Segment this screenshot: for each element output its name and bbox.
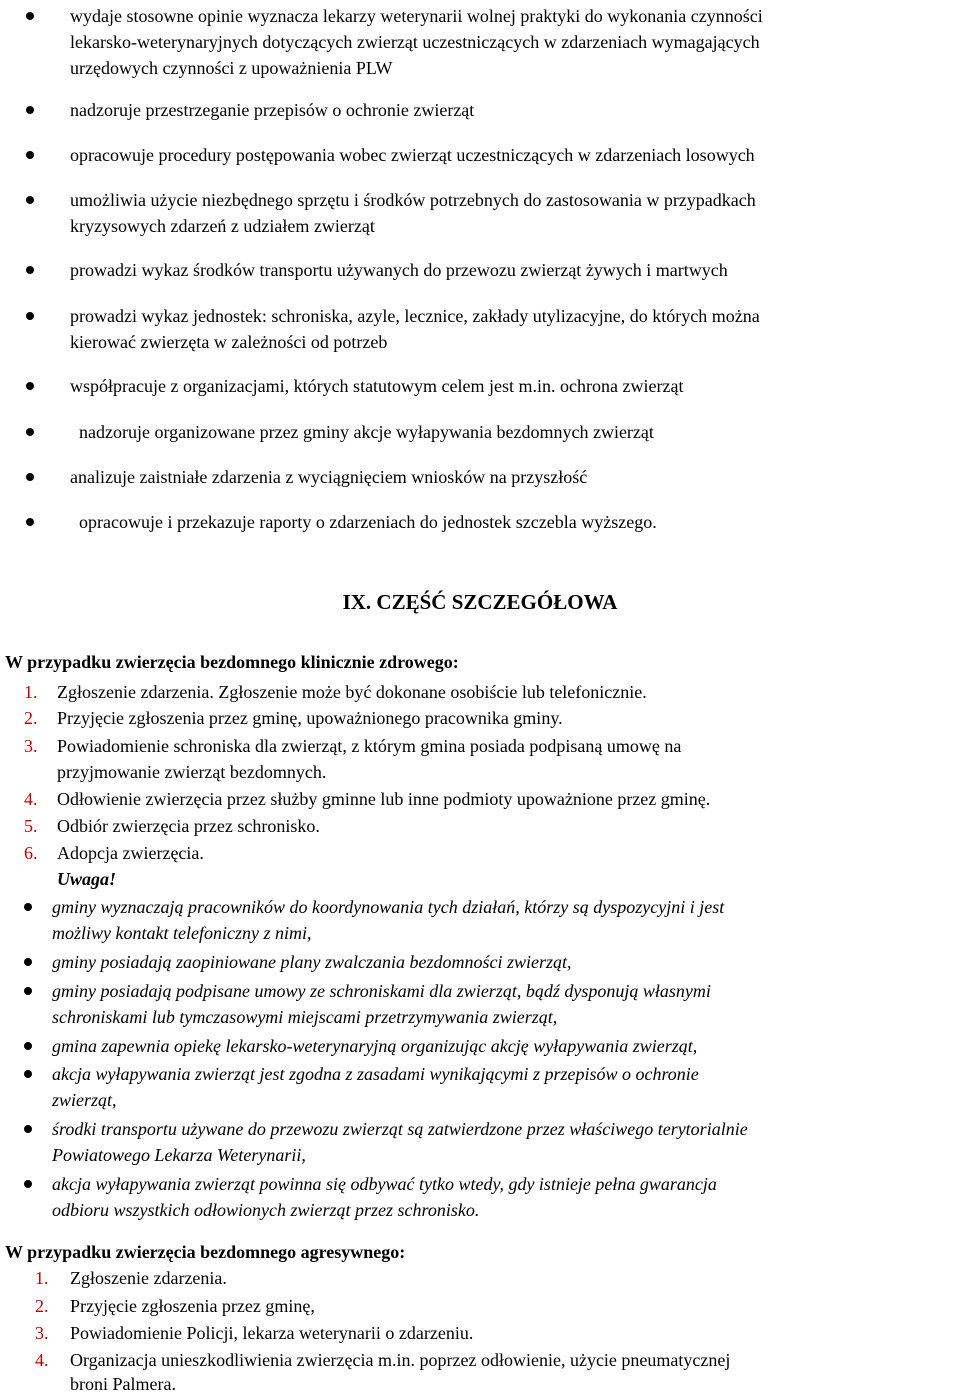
step-number: 6. — [24, 843, 38, 863]
step-text: Przyjęcie zgłoszenia przez gminę, — [70, 1296, 315, 1316]
step-text: Odbiór zwierzęcia przez schronisko. — [57, 816, 320, 836]
bullet-icon — [24, 958, 32, 966]
list-item-line: opracowuje procedury postępowania wobec zwierząt uczestniczących w zdarzeniach losowych — [70, 145, 755, 165]
step-number: 1. — [35, 1268, 49, 1288]
bullet-icon — [24, 1070, 32, 1078]
list-item-line: lekarsko-weterynaryjnych dotyczących zwierząt uczestniczących w zdarzeniach wymagających — [70, 32, 760, 52]
step-number: 4. — [24, 789, 38, 809]
step-number: 2. — [35, 1296, 49, 1316]
note-line: schroniskami lub tymczasowymi miejscami przetrzymywania zwierząt, — [52, 1007, 558, 1027]
step-text: Powiadomienie Policji, lekarza weterynarii o zdarzeniu. — [70, 1323, 474, 1343]
step-number: 3. — [24, 736, 38, 756]
note-line: akcja wyłapywania zwierząt powinna się odbywać tytko wtedy, gdy istnieje pełna gwarancja — [52, 1174, 717, 1194]
note-line: gminy posiadają podpisane umowy ze schroniskami dla zwierząt, bądź dysponują własnymi — [52, 981, 711, 1001]
bullet-icon — [26, 196, 34, 204]
note-line: gminy posiadają zaopiniowane plany zwalczania bezdomności zwierząt, — [52, 952, 572, 972]
list-item-line: nadzoruje organizowane przez gminy akcje wyłapywania bezdomnych zwierząt — [79, 422, 654, 442]
bullet-icon — [26, 151, 34, 159]
bullet-icon — [26, 428, 34, 436]
step-number: 5. — [24, 816, 38, 836]
step-text: Adopcja zwierzęcia. — [57, 843, 204, 863]
bullet-icon — [24, 1180, 32, 1188]
step-number: 4. — [35, 1350, 49, 1370]
list-item-line: kierować zwierzęta w zależności od potrzeb — [70, 332, 388, 352]
bullet-icon — [26, 473, 34, 481]
list-item-line: analizuje zaistniałe zdarzenia z wyciągnięciem wniosków na przyszłość — [70, 467, 588, 487]
note-line: gminy wyznaczają pracowników do koordynowania tych działań, którzy są dyspozycyjni i jest — [52, 897, 725, 917]
note-line: Powiatowego Lekarza Weterynarii, — [52, 1145, 306, 1165]
list-item-line: urzędowych czynności z upoważnienia PLW — [70, 58, 393, 78]
bullet-icon — [24, 903, 32, 911]
step-text: Przyjęcie zgłoszenia przez gminę, upoważnionego pracownika gminy. — [57, 708, 563, 728]
bullet-icon — [24, 1125, 32, 1133]
list-item-line: umożliwia użycie niezbędnego sprzętu i środków potrzebnych do zastosowania w przypadkach — [70, 190, 756, 210]
step-text: Odłowienie zwierzęcia przez służby gminne lub inne podmioty upoważnione przez gminę. — [57, 789, 711, 809]
bullet-icon — [26, 312, 34, 320]
subsection-heading: W przypadku zwierzęcia bezdomnego agresywnego: — [5, 1242, 406, 1262]
bullet-icon — [26, 12, 34, 20]
bullet-icon — [26, 382, 34, 390]
step-text: Zgłoszenie zdarzenia. Zgłoszenie może być dokonane osobiście lub telefonicznie. — [57, 682, 647, 702]
step-number: 2. — [24, 708, 38, 728]
step-text: broni Palmera. — [70, 1374, 176, 1394]
note-line: środki transportu używane do przewozu zwierząt są zatwierdzone przez właściwego terytorialnie — [52, 1119, 748, 1139]
step-text: Organizacja unieszkodliwienia zwierzęcia m.in. poprzez odłowienie, użycie pneumatycznej — [70, 1350, 731, 1370]
bullet-icon — [24, 987, 32, 995]
step-number: 3. — [35, 1323, 49, 1343]
step-number: 1. — [24, 682, 38, 702]
list-item-line: prowadzi wykaz środków transportu używanych do przewozu zwierząt żywych i martwych — [70, 260, 728, 280]
note-line: możliwy kontakt telefoniczny z nimi, — [52, 923, 312, 943]
list-item-line: kryzysowych zdarzeń z udziałem zwierząt — [70, 216, 375, 236]
step-text: Powiadomienie schroniska dla zwierząt, z którym gmina posiada podpisaną umowę na — [57, 736, 682, 756]
subsection-heading: W przypadku zwierzęcia bezdomnego klinicznie zdrowego: — [5, 652, 459, 672]
list-item-line: wydaje stosowne opinie wyznacza lekarzy weterynarii wolnej praktyki do wykonania czynności — [70, 6, 763, 26]
note-line: odbioru wszystkich odłowionych zwierząt przez schronisko. — [52, 1200, 480, 1220]
note-line: gmina zapewnia opiekę lekarsko-weterynaryjną organizując akcję wyłapywania zwierząt, — [52, 1036, 698, 1056]
list-item-line: prowadzi wykaz jednostek: schroniska, azyle, lecznice, zakłady utylizacyjne, do których można — [70, 306, 760, 326]
note-label: Uwaga! — [57, 869, 117, 889]
bullet-icon — [26, 266, 34, 274]
section-heading: IX. CZĘŚĆ SZCZEGÓŁOWA — [342, 590, 618, 614]
list-item-line: opracowuje i przekazuje raporty o zdarzeniach do jednostek szczebla wyższego. — [79, 512, 657, 532]
bullet-icon — [26, 106, 34, 114]
note-line: akcja wyłapywania zwierząt jest zgodna z zasadami wynikającymi z przepisów o ochronie — [52, 1064, 699, 1084]
step-text: Zgłoszenie zdarzenia. — [70, 1268, 227, 1288]
note-line: zwierząt, — [52, 1090, 117, 1110]
list-item-line: nadzoruje przestrzeganie przepisów o ochronie zwierząt — [70, 100, 475, 120]
bullet-icon — [24, 1042, 32, 1050]
bullet-icon — [26, 518, 34, 526]
step-text: przyjmowanie zwierząt bezdomnych. — [57, 762, 327, 782]
list-item-line: współpracuje z organizacjami, których statutowym celem jest m.in. ochrona zwierząt — [70, 376, 684, 396]
